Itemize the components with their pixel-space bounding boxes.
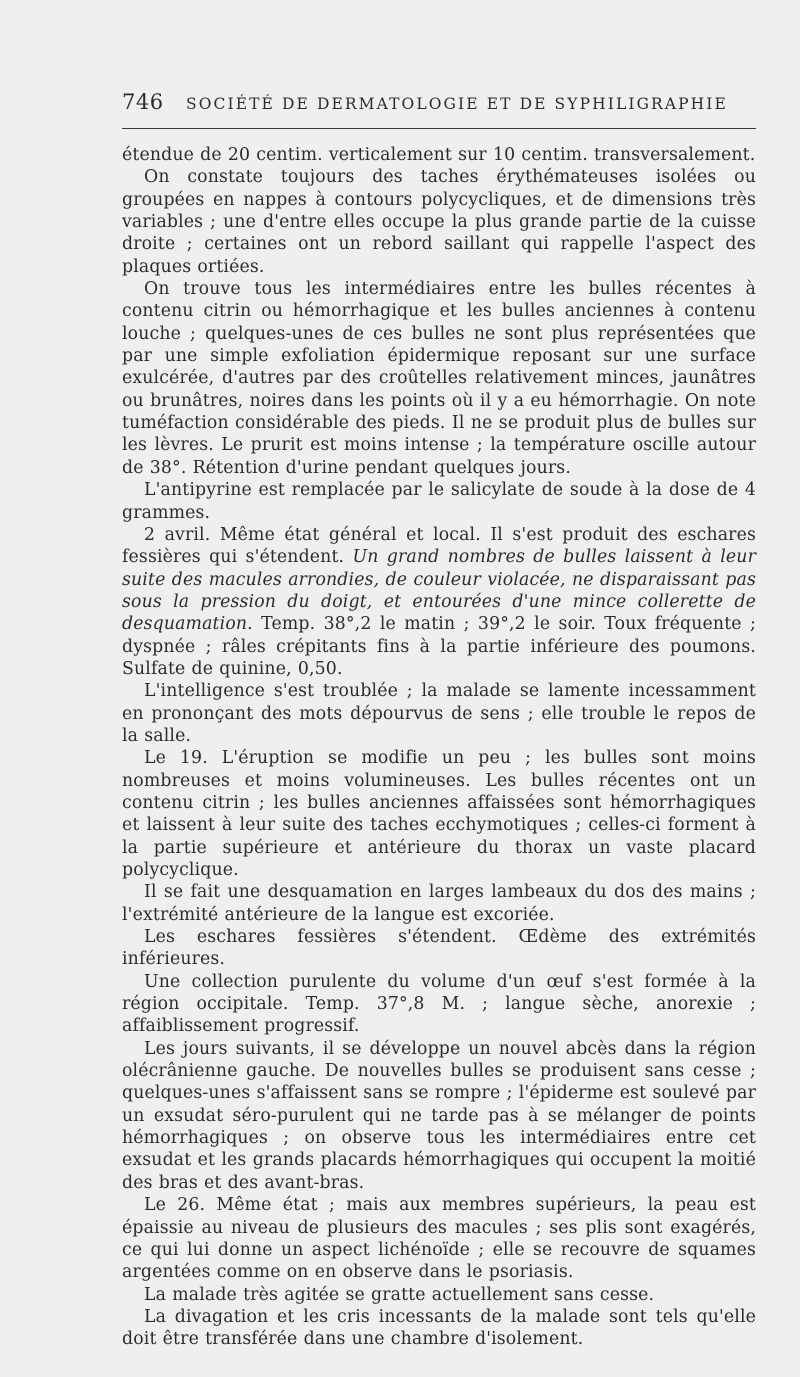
page-number: 746 [122, 90, 164, 114]
paragraph-2-avril-italic: Un grand nombres de bulles laissent à leur suite des macules arrondies, de couleur violacée, ne disparaissant pas sous la pression du doigt, et entourées d'une mince collerette de desquamation. [122, 547, 757, 635]
running-head: SOCIÉTÉ DE DERMATOLOGIE ET DE SYPHILIGRAPHIE [186, 95, 728, 113]
paragraph-isolement: La divagation et les cris incessants de la malade sont tels qu'elle doit être transférée dans une chambre d'isolement. [122, 1306, 756, 1350]
paragraph-2-avril [122, 524, 756, 680]
paragraph-le-19: Le 19. L'éruption se modifie un peu ; les bulles sont moins nombreuses et moins volumineuses. Les bulles récentes ont un contenu citrin ; les bulles anciennes affaissées sont hémorrhagiques et laissent à leur suite des taches ecchymotiques ; celles-ci forment à la partie supérieure et antérieure du thorax un vaste placard polycyclique. [122, 748, 756, 880]
header-rule [122, 128, 756, 129]
body-text [122, 144, 756, 1351]
paragraph-continuation: étendue de 20 centim. verticalement sur 10 centim. transversalement. [122, 145, 756, 165]
paragraph-2-avril-end: Temp. 38°,2 le matin ; 39°,2 le soir. Toux fréquente ; dyspnée ; râles crépitants fins à la partie inférieure des poumons. Sulfate de quinine, 0,50. [122, 614, 756, 679]
paragraph-le-26: Le 26. Même état ; mais aux membres supérieurs, la peau est épaissie au niveau de plusieurs des macules ; ses plis sont exagérés, ce qui lui donne un aspect lichénoïde ; elle se recouvre de squames argentées comme on en observe dans le psoriasis. [122, 1195, 756, 1283]
paragraph-desquamation: Il se fait une desquamation en larges lambeaux du dos des mains ; l'extrémité antérieure de la langue est excoriée. [122, 882, 756, 925]
paragraph-jours-suivants: Les jours suivants, il se développe un nouvel abcès dans la région olécrânienne gauche. De nouvelles bulles se produisent sans cesse ; quelques-unes s'affaissent sans se rompre ; l'épiderme est soulevé par un exsudat séro-purulent qui ne tarde pas à se mélanger de points hémorrhagiques ; on observe tous les intermédiaires entre cet exsudat et les grands placards hémorrhagiques qui occupent la moitié des bras et des avant-bras. [122, 1038, 756, 1193]
page-header [122, 90, 756, 118]
paragraph-collection-purulente: Une collection purulente du volume d'un œuf s'est formée à la région occipitale. Temp. 37°,8 M. ; langue sèche, anorexie ; affaiblissement progressif. [122, 971, 756, 1037]
paragraph-agitation: La malade très agitée se gratte actuellement sans cesse. [144, 1284, 655, 1305]
paragraph-erythematous-patches: On constate toujours des taches érythémateuses isolées ou groupées en nappes à contours polycycliques, et de dimensions très variables ; une d'entre elles occupe la plus grande partie de la cuisse droite ; certaines ont un rebord saillant qui rappelle l'aspect des plaques ortiées. [122, 167, 756, 277]
paragraph-eschares: Les eschares fessières s'étendent. Œdème des extrémités inférieures. [122, 927, 756, 970]
paragraph-intelligence: L'intelligence s'est troublée ; la malade se lamente incessamment en prononçant des mots dépourvus de sens ; elle trouble le repos de la salle. [122, 681, 756, 746]
paragraph-2-avril-start: 2 avril. Même état général et local. Il s'est produit des eschares fessières qui s'étendent. [122, 524, 756, 568]
paragraph-bullae: On trouve tous les intermédiaires entre les bulles récentes à contenu citrin ou hémorrhagique et les bulles anciennes à contenu louche ; quelques-unes de ces bulles ne sont plus représentées que par une simple exfoliation épidermique reposant sur une surface exulcérée, d'autres par des croûtelles relativement minces, jaunâtres ou brunâtres, noires dans les points où il y a eu hémorrhagie. On note tuméfaction considérable des pieds. Il ne se produit plus de bulles sur les lèvres. Le prurit est moins intense ; la température oscille autour de 38°. Rétention d'urine pendant quelques jours. [122, 279, 756, 478]
paragraph-antipyrine: L'antipyrine est remplacée par le salicylate de soude à la dose de 4 grammes. [122, 480, 756, 523]
